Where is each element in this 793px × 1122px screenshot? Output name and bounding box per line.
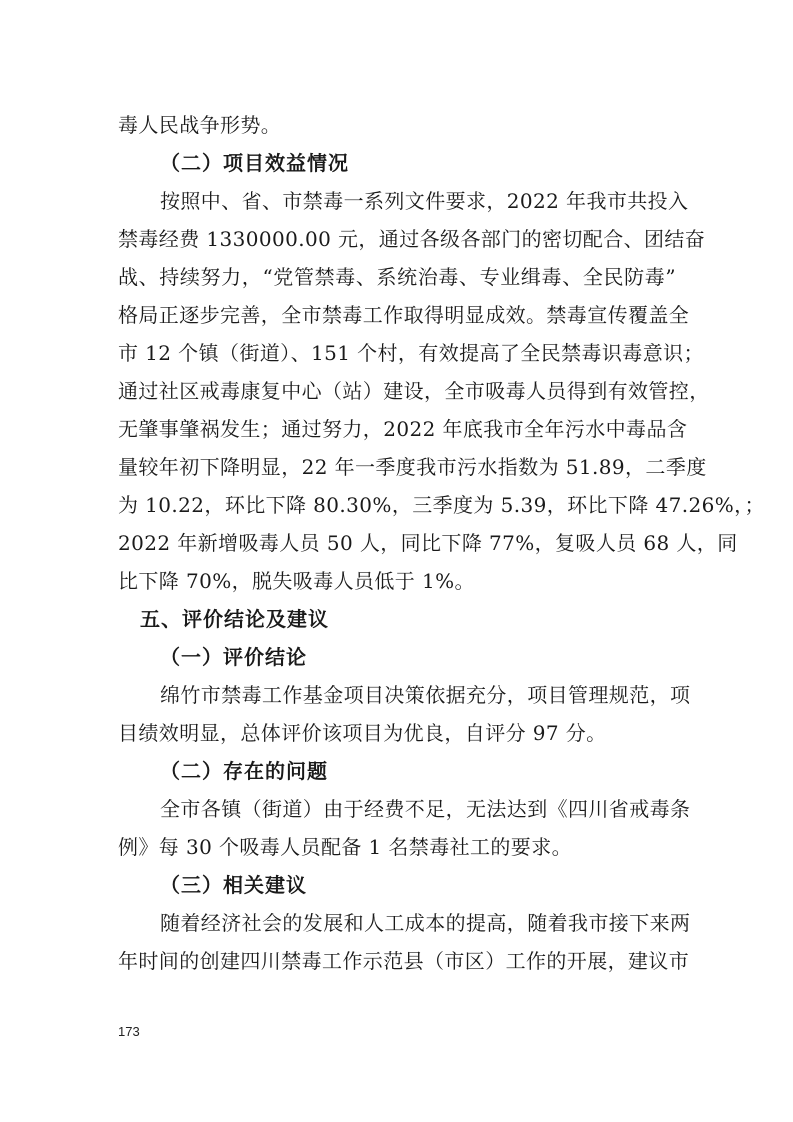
paragraph-line: 目绩效明显，总体评价该项目为优良，自评分 97 分。 xyxy=(118,721,607,745)
chapter-heading: 五、评价结论及建议 xyxy=(140,607,329,631)
paragraph-line: 毒人民战争形势。 xyxy=(118,113,282,137)
paragraph-line: 为 10.22，环比下降 80.30%，三季度为 5.39，环比下降 47.26%，； xyxy=(118,493,765,517)
paragraph-line: 2022 年新增吸毒人员 50 人，同比下降 77%，复吸人员 68 人，同 xyxy=(118,531,738,555)
paragraph-line: 战、持续努力，“党管禁毒、系统治毒、专业缉毒、全民防毒” xyxy=(118,265,676,289)
paragraph-line: 年时间的创建四川禁毒工作示范县（市区）工作的开展，建议市 xyxy=(118,949,690,973)
paragraph-line: 全市各镇（街道）由于经费不足，无法达到《四川省戒毒条 xyxy=(160,797,691,821)
paragraph-line: 绵竹市禁毒工作基金项目决策依据充分，项目管理规范，项 xyxy=(160,683,691,707)
section-heading: （二）存在的问题 xyxy=(160,759,328,783)
paragraph-line: 格局正逐步完善，全市禁毒工作取得明显成效。禁毒宣传覆盖全 xyxy=(118,303,690,327)
paragraph-line: 随着经济社会的发展和人工成本的提高，随着我市接下来两 xyxy=(160,911,691,935)
paragraph-line: 市 12 个镇（街道）、151 个村，有效提高了全民禁毒识毒意识； xyxy=(118,341,704,365)
paragraph-line: 禁毒经费 1330000.00 元，通过各级各部门的密切配合、团结奋 xyxy=(118,227,706,251)
paragraph-line: 按照中、省、市禁毒一系列文件要求，2022 年我市共投入 xyxy=(160,189,689,213)
page-number: 173 xyxy=(118,1024,140,1039)
paragraph-line: 量较年初下降明显，22 年一季度我市污水指数为 51.89，二季度 xyxy=(118,455,707,479)
section-heading: （三）相关建议 xyxy=(160,873,307,897)
paragraph-line: 无肇事肇祸发生；通过努力，2022 年底我市全年污水中毒品含 xyxy=(118,417,688,441)
paragraph-line: 比下降 70%，脱失吸毒人员低于 1%。 xyxy=(118,569,475,593)
paragraph-line: 通过社区戒毒康复中心（站）建设，全市吸毒人员得到有效管控， xyxy=(118,379,710,403)
section-heading: （二）项目效益情况 xyxy=(160,151,349,175)
paragraph-line: 例》每 30 个吸毒人员配备 1 名禁毒社工的要求。 xyxy=(118,835,573,859)
section-heading: （一）评价结论 xyxy=(160,645,307,669)
